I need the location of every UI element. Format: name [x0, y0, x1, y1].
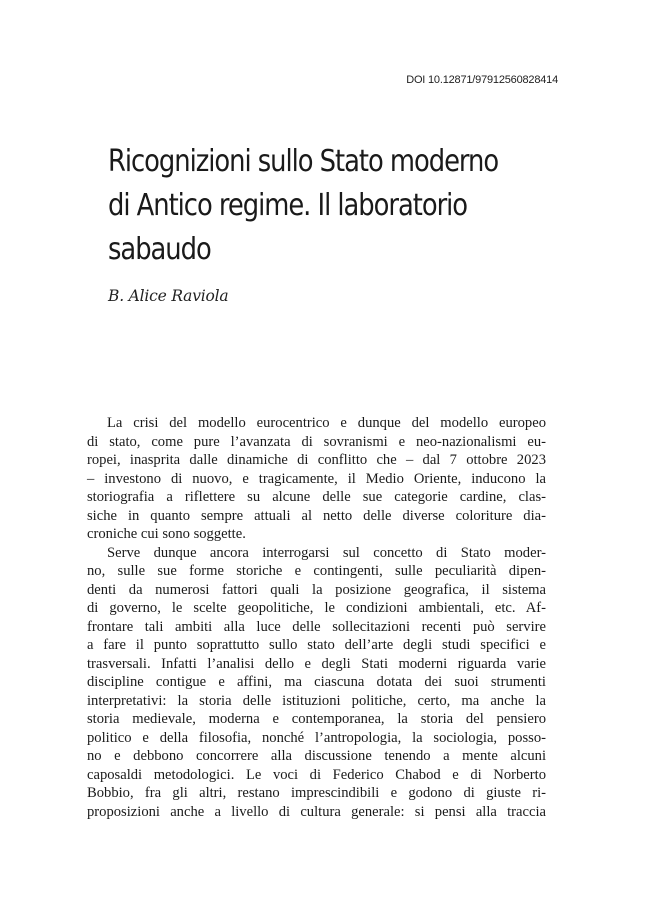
text-line: – investono di nuovo, e tragicamente, il Medio Oriente, inducono la — [87, 470, 546, 487]
text-line: politico e della filosofia, nonché l’antropologia, la sociologia, posso- — [87, 729, 546, 746]
text-line: proposizioni anche a livello di cultura generale: si pensi alla traccia — [87, 803, 546, 820]
article-title-line-3: sabaudo — [108, 232, 211, 267]
article-title-line-1: Ricognizioni sullo Stato moderno — [108, 144, 499, 179]
text-line: La crisi del modello eurocentrico e dunque del modello europeo — [107, 415, 546, 431]
text-line: caposaldi metodologici. Le voci di Federico Chabod e di Norberto — [87, 766, 546, 783]
text-line: trasversali. Infatti l’analisi dello e degli Stati moderni riguarda varie — [87, 655, 546, 672]
article-author: B. Alice Raviola — [108, 287, 229, 305]
body-paragraph-2 — [87, 544, 546, 822]
article-body — [87, 414, 546, 821]
text-line: Serve dunque ancora interrogarsi sul concetto di Stato moder- — [107, 544, 546, 561]
article-title — [108, 140, 504, 272]
text-line: storiografia a riflettere su alcune delle sue categorie cardine, clas- — [87, 489, 546, 505]
text-line: a fare il punto soprattutto sullo stato dell’arte degli studi specifici e — [87, 637, 546, 653]
article-title-line-2: di Antico regime. Il laboratorio — [108, 188, 468, 223]
text-line: ropei, inasprita dalle dinamiche di conflitto che – dal 7 ottobre 2023 — [87, 452, 546, 468]
text-line: Bobbio, fra gli altri, restano imprescindibili e godono di giuste ri- — [87, 785, 546, 801]
text-line: di stato, come pure l’avanzata di sovranismi e neo-nazionalismi eu- — [87, 433, 546, 450]
doi-header: DOI 10.12871/97912560828414 — [406, 74, 558, 86]
text-line: no, sulle sue forme storiche e contingenti, sulle peculiarità dipen- — [87, 563, 546, 579]
body-paragraph-1 — [87, 414, 546, 544]
text-line: no e debbono concorrere alla discussione tenendo a mente alcuni — [87, 748, 546, 764]
text-line: frontare tali ambiti alla luce delle sollecitazioni recenti può servire — [87, 618, 546, 635]
text-line: denti da numerosi fattori quali la posizione geografica, il sistema — [87, 581, 546, 598]
text-line: croniche cui sono soggette. — [87, 526, 246, 542]
text-line: di governo, le scelte geopolitiche, le condizioni ambientali, etc. Af- — [87, 600, 546, 616]
text-line: discipline contigue e affini, ma ciascuna dotata dei suoi strumenti — [87, 674, 546, 690]
text-line: siche in quanto sempre attuali al netto delle diverse coloriture dia- — [87, 507, 546, 524]
text-line: interpretativi: la storia delle istituzioni politiche, certo, ma anche la — [87, 692, 546, 709]
text-line: storia medievale, moderna e contemporanea, la storia del pensiero — [87, 711, 546, 727]
